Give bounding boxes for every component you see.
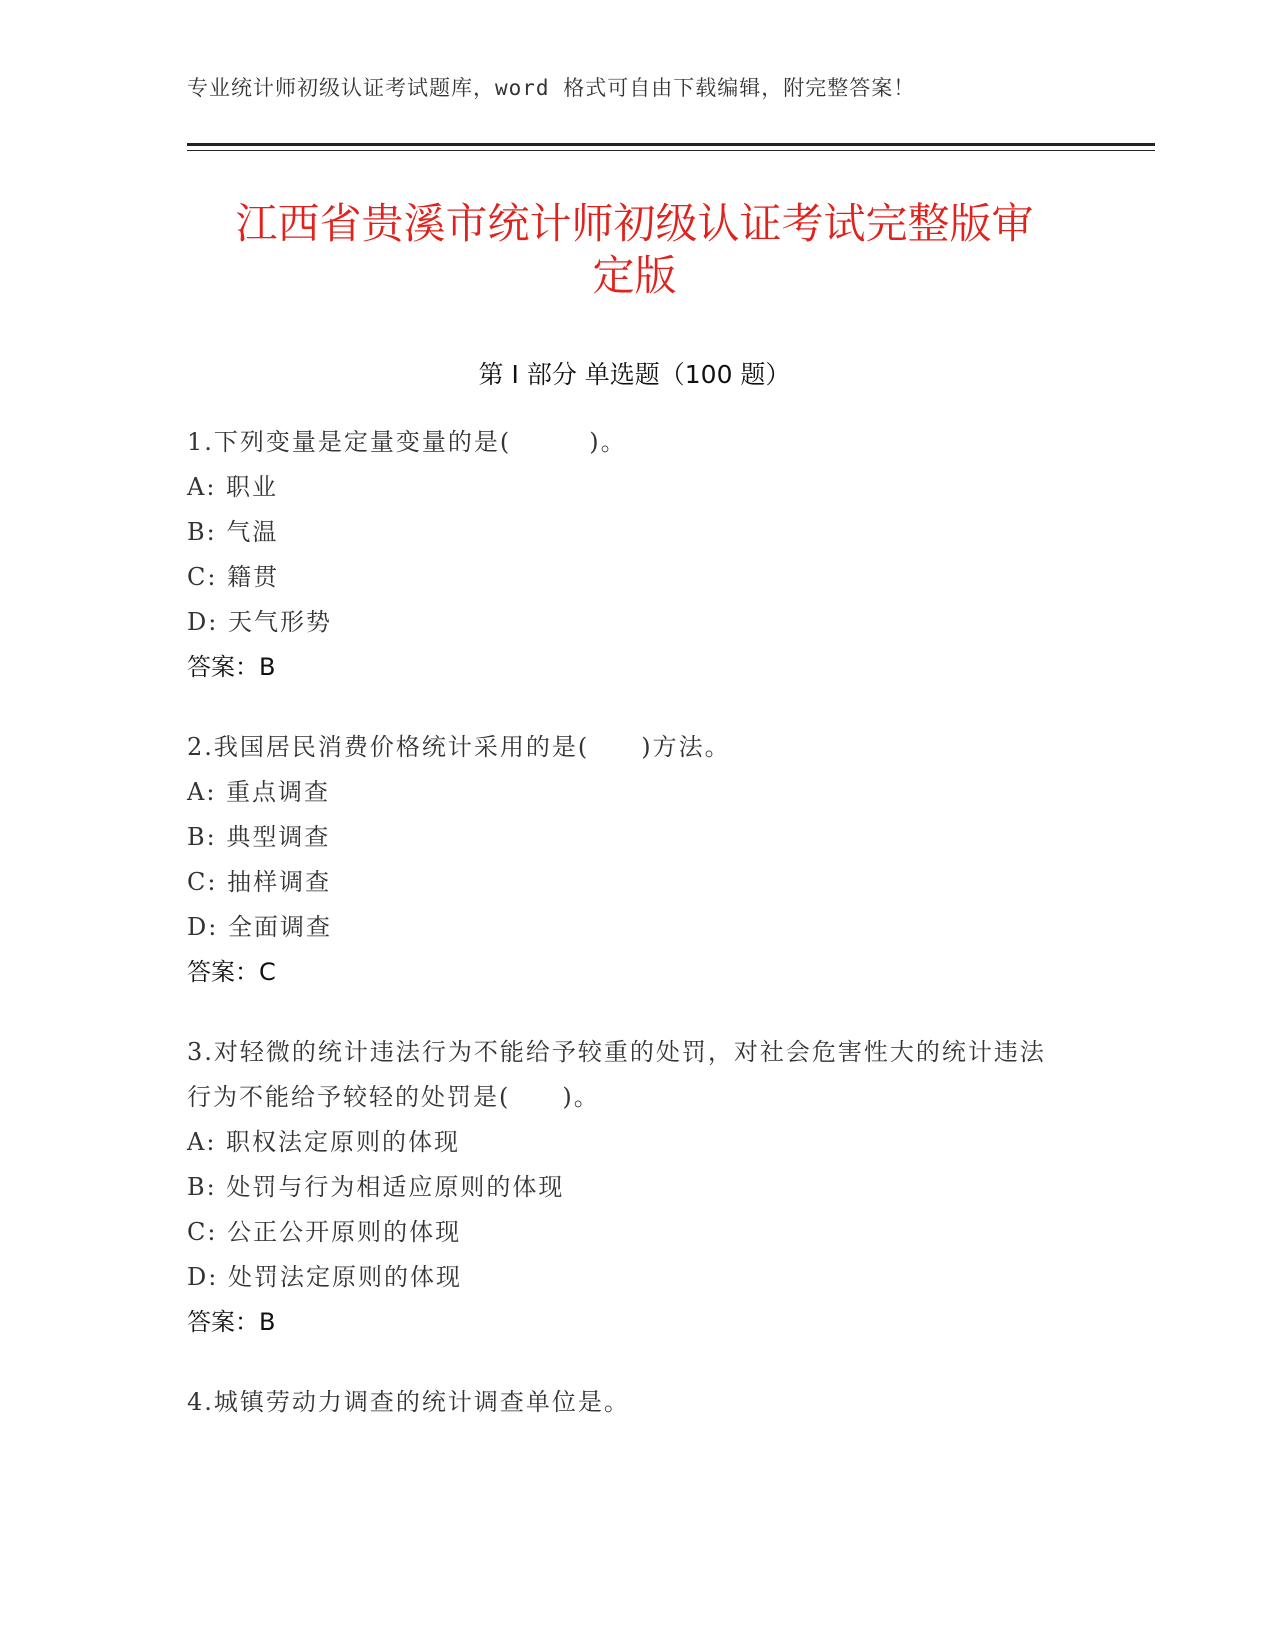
- header-divider: [187, 143, 1155, 146]
- answer: 答案：B: [187, 1308, 276, 1336]
- question-stem: 4.城镇劳动力调查的统计调查单位是。: [187, 1388, 630, 1416]
- document-title-line-2: 定版: [592, 251, 677, 300]
- option-a: A: 重点调查: [187, 778, 331, 806]
- option-c: C: 公正公开原则的体现: [187, 1218, 462, 1246]
- question-4: [187, 1380, 1067, 1425]
- option-a: A: 职权法定原则的体现: [187, 1128, 461, 1156]
- option-c: C: 抽样调查: [187, 868, 332, 896]
- option-a: A: 职业: [187, 473, 279, 501]
- option-b: B: 气温: [187, 518, 279, 546]
- option-d: D: 天气形势: [187, 608, 332, 636]
- document-title: [187, 198, 1082, 302]
- answer: 答案：C: [187, 958, 276, 986]
- question-stem: 2.我国居民消费价格统计采用的是( )方法。: [187, 733, 731, 761]
- header-divider-thin: [187, 150, 1155, 151]
- question-3: [187, 1030, 1067, 1345]
- question-stem: 3.对轻微的统计违法行为不能给予较重的处罚，对社会危害性大的统计违法行为不能给予较轻的处罚是( )。: [187, 1038, 1046, 1111]
- answer: 答案：B: [187, 653, 276, 681]
- document-title-line-1: 江西省贵溪市统计师初级认证考试完整版审: [235, 199, 1034, 248]
- option-d: D: 全面调查: [187, 913, 332, 941]
- header-note: 专业统计师初级认证考试题库，word 格式可自由下载编辑，附完整答案！: [187, 76, 916, 100]
- option-b: B: 典型调查: [187, 823, 331, 851]
- question-1: [187, 420, 1067, 690]
- question-stem: 1.下列变量是定量变量的是( )。: [187, 428, 627, 456]
- option-b: B: 处罚与行为相适应原则的体现: [187, 1173, 565, 1201]
- question-2: [187, 725, 1067, 995]
- section-title: 第 I 部分 单选题（100 题）: [478, 360, 791, 389]
- option-d: D: 处罚法定原则的体现: [187, 1263, 462, 1291]
- option-c: C: 籍贯: [187, 563, 280, 591]
